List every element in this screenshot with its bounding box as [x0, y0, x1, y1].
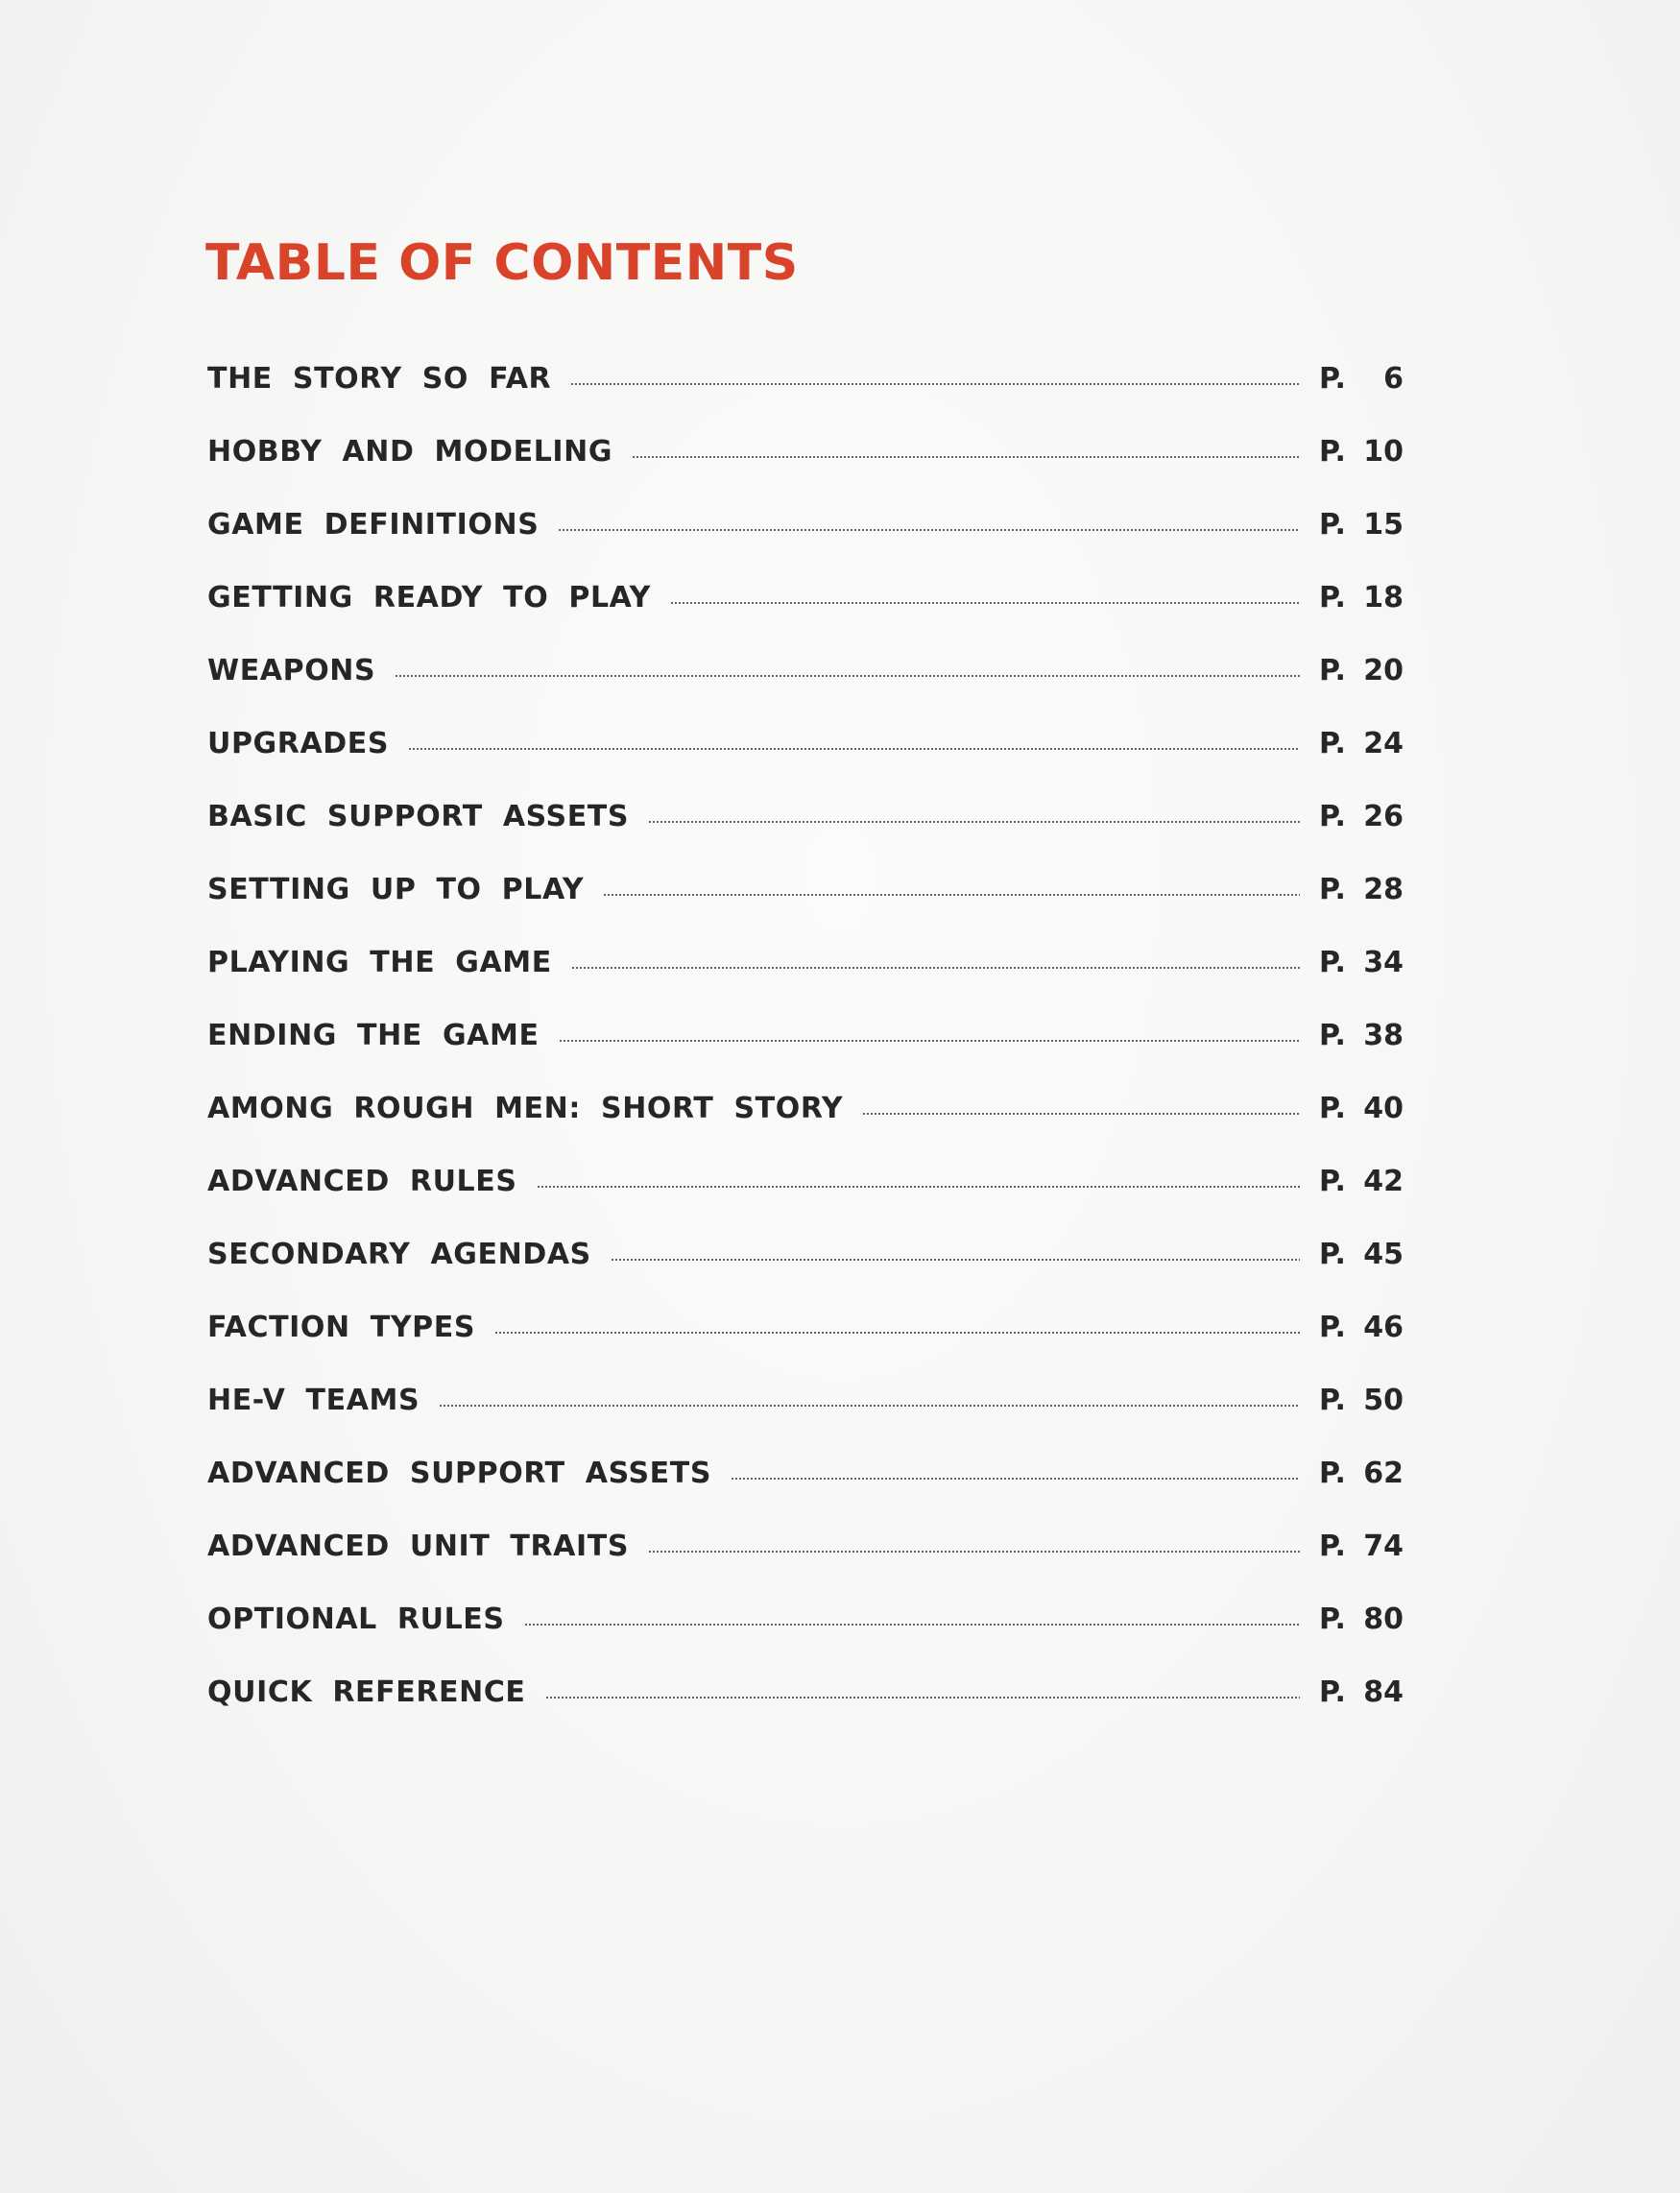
page-prefix: P. — [1319, 1018, 1346, 1052]
page-number: 40 — [1363, 1091, 1404, 1125]
toc-page-ref — [1319, 1019, 1404, 1052]
dot-leader — [408, 748, 1300, 750]
page-number: 18 — [1363, 580, 1404, 615]
table-of-contents — [207, 342, 1404, 1728]
page-prefix: P. — [1319, 580, 1346, 615]
toc-entry-label: THE STORY SO FAR — [207, 361, 552, 396]
page-prefix: P. — [1319, 726, 1346, 760]
toc-page-ref — [1319, 1311, 1404, 1344]
toc-page-ref — [1319, 946, 1404, 979]
page-prefix: P. — [1319, 799, 1346, 833]
toc-entry — [207, 1582, 1404, 1655]
dot-leader — [559, 1040, 1300, 1042]
toc-entry — [207, 780, 1404, 853]
page-number: 24 — [1363, 726, 1404, 760]
dot-leader — [603, 894, 1300, 896]
toc-page-ref — [1319, 1457, 1404, 1490]
toc-entry-label: QUICK REFERENCE — [207, 1675, 526, 1709]
page-prefix: P. — [1319, 1456, 1346, 1490]
page-prefix: P. — [1319, 1091, 1346, 1125]
dot-leader — [611, 1259, 1300, 1261]
toc-entry — [207, 634, 1404, 707]
dot-leader — [670, 602, 1300, 604]
toc-page-ref — [1319, 508, 1404, 542]
toc-entry — [207, 853, 1404, 926]
page-prefix: P. — [1319, 1675, 1346, 1709]
toc-entry-label: ADVANCED UNIT TRAITS — [207, 1529, 630, 1563]
page-prefix: P. — [1319, 1237, 1346, 1271]
page-title: TABLE OF CONTENTS — [205, 234, 799, 292]
page-number: 84 — [1363, 1675, 1404, 1709]
toc-page-ref — [1319, 654, 1404, 687]
dot-leader — [545, 1697, 1300, 1699]
toc-entry-label: ADVANCED RULES — [207, 1164, 517, 1198]
toc-entry — [207, 1217, 1404, 1290]
dot-leader — [439, 1405, 1300, 1407]
toc-entry — [207, 1072, 1404, 1145]
toc-page-ref — [1319, 1603, 1404, 1636]
page-number: 34 — [1363, 945, 1404, 979]
toc-entry-label: HOBBY AND MODELING — [207, 434, 613, 469]
dot-leader — [731, 1478, 1300, 1480]
toc-entry-label: GETTING READY TO PLAY — [207, 580, 651, 615]
toc-entry-label: SECONDARY AGENDAS — [207, 1237, 591, 1271]
toc-entry-label: BASIC SUPPORT ASSETS — [207, 799, 630, 833]
toc-entry-label: UPGRADES — [207, 726, 390, 760]
toc-page-ref — [1319, 581, 1404, 615]
toc-entry — [207, 342, 1404, 415]
toc-entry — [207, 1509, 1404, 1582]
page-number: 20 — [1363, 653, 1404, 687]
toc-entry-label: ENDING THE GAME — [207, 1018, 540, 1052]
dot-leader — [524, 1624, 1300, 1626]
dot-leader — [862, 1113, 1300, 1115]
page-prefix: P. — [1319, 361, 1346, 396]
page-number: 46 — [1363, 1310, 1404, 1344]
page-number: 50 — [1363, 1383, 1404, 1417]
toc-entry-label: WEAPONS — [207, 653, 376, 687]
toc-entry — [207, 415, 1404, 488]
toc-entry — [207, 488, 1404, 561]
dot-leader — [537, 1186, 1300, 1188]
toc-entry-label: OPTIONAL RULES — [207, 1602, 505, 1636]
toc-page-ref — [1319, 1092, 1404, 1125]
toc-page-ref — [1319, 1384, 1404, 1417]
page-prefix: P. — [1319, 434, 1346, 469]
dot-leader — [571, 967, 1300, 969]
page-number: 6 — [1383, 361, 1404, 396]
page-prefix: P. — [1319, 945, 1346, 979]
dot-leader — [648, 821, 1300, 823]
page-number: 62 — [1363, 1456, 1404, 1490]
toc-entry — [207, 1436, 1404, 1509]
toc-entry — [207, 999, 1404, 1072]
page-number: 74 — [1363, 1529, 1404, 1563]
toc-page-ref — [1319, 800, 1404, 833]
toc-page-ref — [1319, 1238, 1404, 1271]
toc-page-ref — [1319, 1165, 1404, 1198]
toc-entry — [207, 1363, 1404, 1436]
dot-leader — [395, 675, 1300, 677]
toc-page-ref — [1319, 727, 1404, 760]
dot-leader — [570, 383, 1300, 385]
toc-entry-label: AMONG ROUGH MEN: SHORT STORY — [207, 1091, 844, 1125]
toc-entry-label: PLAYING THE GAME — [207, 945, 552, 979]
toc-page-ref — [1319, 1530, 1404, 1563]
page-number: 10 — [1363, 434, 1404, 469]
toc-page-ref — [1319, 1675, 1404, 1709]
toc-entry-label: FACTION TYPES — [207, 1310, 476, 1344]
toc-entry-label: SETTING UP TO PLAY — [207, 872, 585, 906]
toc-entry — [207, 1655, 1404, 1728]
toc-entry — [207, 561, 1404, 634]
page-number: 15 — [1363, 507, 1404, 542]
page-number: 38 — [1363, 1018, 1404, 1052]
page-prefix: P. — [1319, 507, 1346, 542]
page-number: 42 — [1363, 1164, 1404, 1198]
toc-page-ref — [1319, 362, 1404, 396]
page-prefix: P. — [1319, 1383, 1346, 1417]
page-number: 45 — [1363, 1237, 1404, 1271]
page-prefix: P. — [1319, 1164, 1346, 1198]
toc-entry — [207, 1290, 1404, 1363]
toc-entry — [207, 926, 1404, 999]
toc-entry — [207, 1145, 1404, 1217]
page-prefix: P. — [1319, 872, 1346, 906]
dot-leader — [494, 1332, 1300, 1334]
page-prefix: P. — [1319, 1529, 1346, 1563]
toc-entry — [207, 707, 1404, 780]
page-prefix: P. — [1319, 1310, 1346, 1344]
toc-entry-label: GAME DEFINITIONS — [207, 507, 540, 542]
toc-entry-label: HE-V TEAMS — [207, 1383, 420, 1417]
dot-leader — [558, 529, 1300, 531]
page-number: 28 — [1363, 872, 1404, 906]
page-number: 80 — [1363, 1602, 1404, 1636]
page-number: 26 — [1363, 799, 1404, 833]
toc-page-ref — [1319, 435, 1404, 469]
page-prefix: P. — [1319, 653, 1346, 687]
toc-entry-label: ADVANCED SUPPORT ASSETS — [207, 1456, 712, 1490]
toc-page-ref — [1319, 873, 1404, 906]
dot-leader — [648, 1551, 1300, 1553]
page-prefix: P. — [1319, 1602, 1346, 1636]
dot-leader — [632, 456, 1300, 458]
